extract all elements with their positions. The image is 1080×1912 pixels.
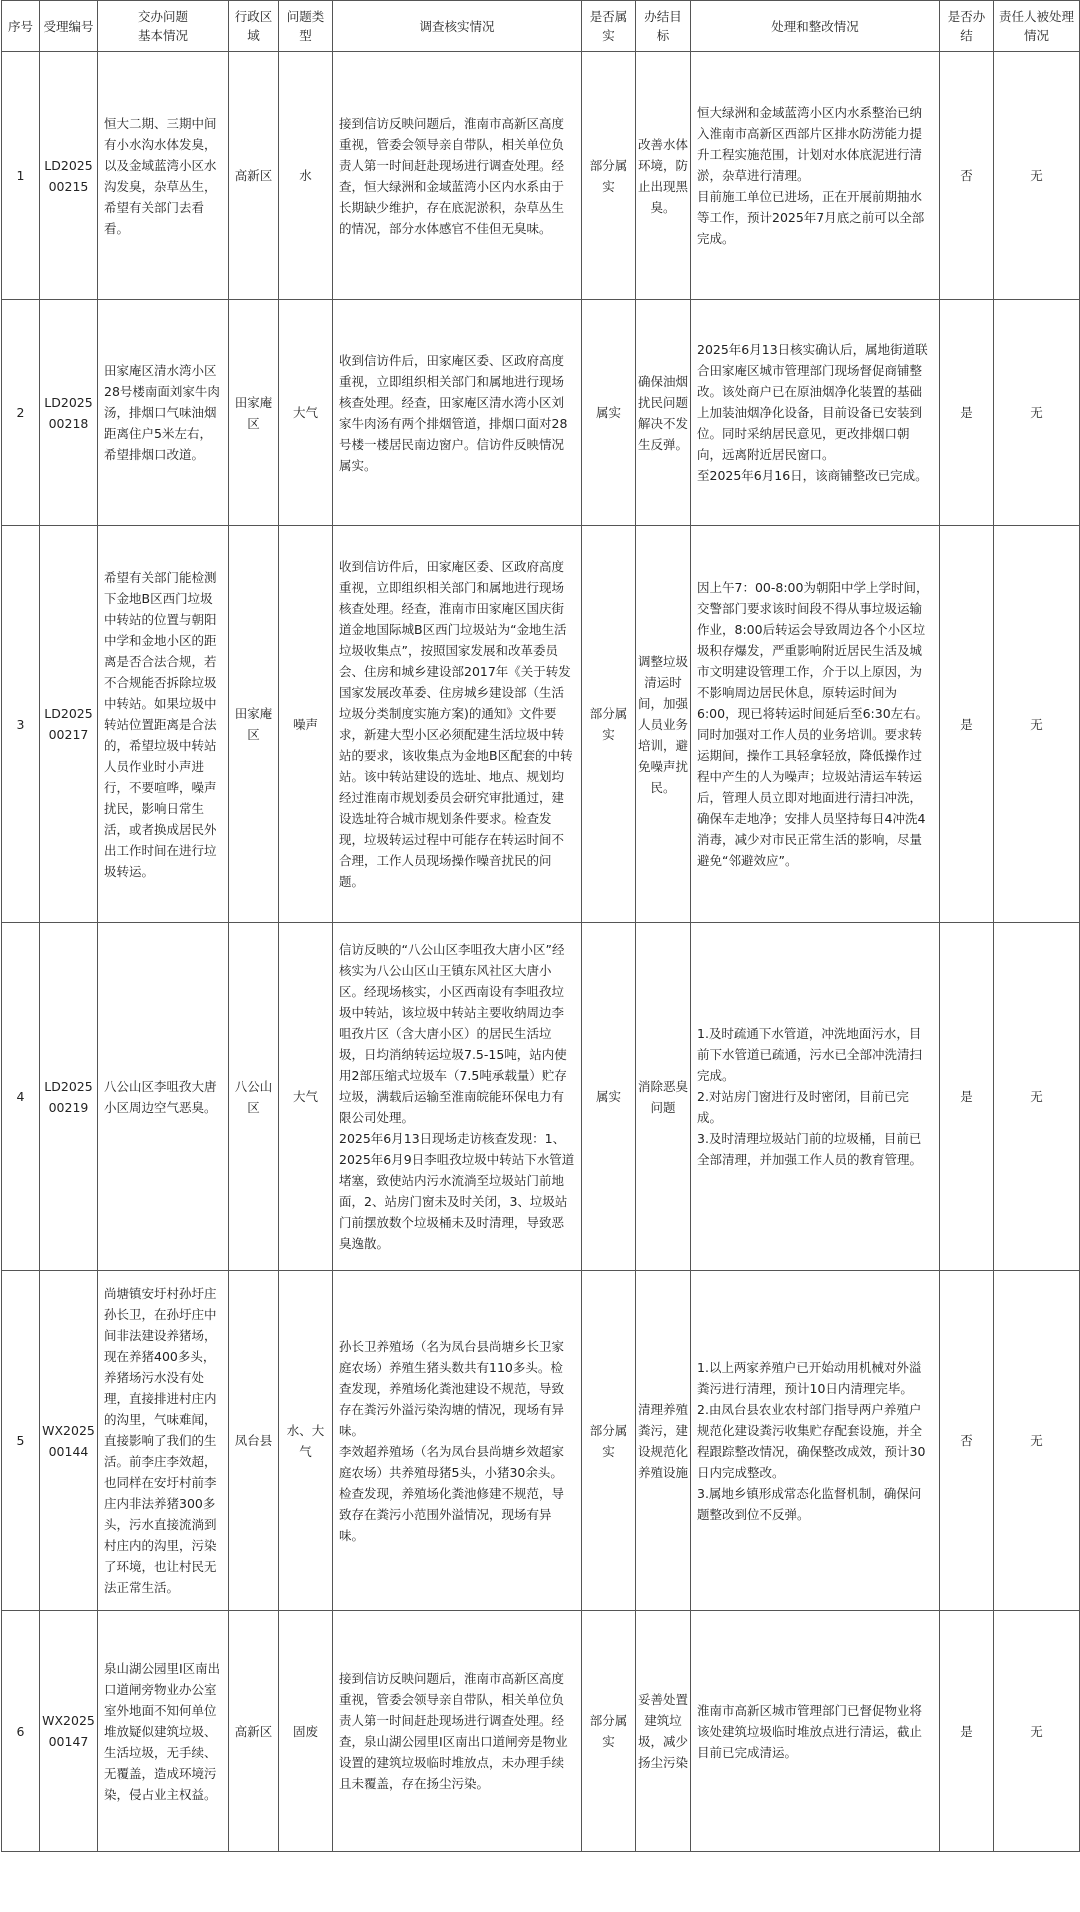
cell-region: 高新区	[229, 1611, 279, 1852]
cell-region: 田家庵区	[229, 300, 279, 526]
cell-investigation: 孙长卫养殖场（名为凤台县尚塘乡长卫家庭农场）养殖生猪头数共有110多头。检查发现，养殖场化粪池建设不规范，导致存在粪污外溢污染沟塘的情况，现场有异味。 李效超养殖场（名为凤台县尚塘乡效超家庭农场）共养殖母猪5头，小猪30余头。检查发现，养殖场化粪池修建不规范，导致存在粪污小范围外溢情况，现场有异味。	[333, 1271, 582, 1611]
cell-person: 无	[994, 526, 1080, 923]
table-row	[2, 923, 1080, 1271]
header-cell-type: 问题类型	[279, 1, 333, 52]
cell-region: 八公山区	[229, 923, 279, 1271]
cell-issue: 恒大二期、三期中间有小水沟水体发臭，以及金域蓝湾小区水沟发臭，杂草丛生，希望有关部门去看看。	[98, 52, 229, 300]
header-row	[2, 1, 1080, 52]
cell-issue: 田家庵区清水湾小区28号楼南面刘家牛肉汤，排烟口气味油烟距离住户5米左右，希望排烟口改道。	[98, 300, 229, 526]
cell-issue: 八公山区李咀孜大唐小区周边空气恶臭。	[98, 923, 229, 1271]
cell-true: 部分属实	[582, 52, 636, 300]
header-cell-done: 是否办结	[940, 1, 994, 52]
cell-goal: 改善水体环境，防止出现黑臭。	[636, 52, 691, 300]
header-cell-person: 责任人被处理情况	[994, 1, 1080, 52]
cell-issue: 尚塘镇安圩村孙圩庄孙长卫，在孙圩庄中间非法建设养猪场，现在养猪400多头，养猪场污水没有处理，直接排进村庄内的沟里，气味难闻，直接影响了我们的生活。前李庄李效超，也同样在安圩村前李庄内非法养猪300多头，污水直接流淌到村庄内的沟里，污染了环境，也让村民无法正常生活。	[98, 1271, 229, 1611]
cell-investigation: 接到信访反映问题后，淮南市高新区高度重视，管委会领导亲自带队，相关单位负责人第一时间赶赴现场进行调查处理。经查，恒大绿洲和金域蓝湾小区内水系由于长期缺少维护，存在底泥淤积，杂草丛生的情况，部分水体感官不佳但无臭味。	[333, 52, 582, 300]
cell-type: 大气	[279, 300, 333, 526]
cell-type: 大气	[279, 923, 333, 1271]
cell-issue: 希望有关部门能检测下金地B区西门垃圾中转站的位置与朝阳中学和金地小区的距离是否合法合规，若不合规能否拆除垃圾中转站。如果垃圾中转站位置距离是合法的，希望垃圾中转站人员作业时小声进行，不要喧哗，噪声扰民，影响日常生活，或者换成居民外出工作时间在进行垃圾转运。	[98, 526, 229, 923]
cell-no: 5	[2, 1271, 40, 1611]
cell-person: 无	[994, 1611, 1080, 1852]
cell-person: 无	[994, 300, 1080, 526]
cell-code: LD202500218	[40, 300, 98, 526]
cell-true: 属实	[582, 300, 636, 526]
cell-done: 否	[940, 1271, 994, 1611]
header-cell-investigation: 调查核实情况	[333, 1, 582, 52]
cell-region: 凤台县	[229, 1271, 279, 1611]
header-cell-goal: 办结目标	[636, 1, 691, 52]
cell-goal: 妥善处置建筑垃圾，减少扬尘污染	[636, 1611, 691, 1852]
header-cell-true: 是否属实	[582, 1, 636, 52]
header-cell-code: 受理编号	[40, 1, 98, 52]
header-cell-no: 序号	[2, 1, 40, 52]
cell-code: WX202500147	[40, 1611, 98, 1852]
cell-no: 2	[2, 300, 40, 526]
table-row	[2, 1271, 1080, 1611]
complaint-table	[1, 0, 1080, 1852]
table-row	[2, 52, 1080, 300]
table-row	[2, 526, 1080, 923]
header-cell-issue: 交办问题 基本情况	[98, 1, 229, 52]
cell-goal: 调整垃圾清运时间，加强人员业务培训，避免噪声扰民。	[636, 526, 691, 923]
cell-done: 否	[940, 52, 994, 300]
cell-handling: 1.及时疏通下水管道，冲洗地面污水，目前下水管道已疏通，污水已全部冲洗清扫完成。 2.对站房门窗进行及时密闭，目前已完成。 3.及时清理垃圾站门前的垃圾桶，目前已全部清理，并加强工作人员的教育管理。	[691, 923, 940, 1271]
cell-handling: 1.以上两家养殖户已开始动用机械对外溢粪污进行清理，预计10日内清理完毕。 2.由凤台县农业农村部门指导两户养殖户规范化建设粪污收集贮存配套设施，并全程跟踪整改情况，确保整改成效，预计30日内完成整改。 3.属地乡镇形成常态化监督机制，确保问题整改到位不反弹。	[691, 1271, 940, 1611]
cell-goal: 确保油烟扰民问题解决不发生反弹。	[636, 300, 691, 526]
cell-done: 是	[940, 300, 994, 526]
cell-issue: 泉山湖公园里I区南出口道闸旁物业办公室室外地面不知何单位堆放疑似建筑垃圾、生活垃圾，无手续、无覆盖，造成环境污染，侵占业主权益。	[98, 1611, 229, 1852]
cell-type: 水	[279, 52, 333, 300]
cell-handling: 2025年6月13日核实确认后，属地街道联合田家庵区城市管理部门现场督促商铺整改。该处商户已在原油烟净化装置的基础上加装油烟净化设备，目前设备已安装到位。同时采纳居民意见，更改排烟口朝向，远离附近居民窗口。 至2025年6月16日，该商铺整改已完成。	[691, 300, 940, 526]
cell-person: 无	[994, 1271, 1080, 1611]
cell-investigation: 信访反映的“八公山区李咀孜大唐小区”经核实为八公山区山王镇东风社区大唐小区。经现场核实，小区西南设有李咀孜垃圾中转站，该垃圾中转站主要收纳周边李咀孜片区（含大唐小区）的居民生活垃圾，日均消纳转运垃圾7.5-15吨，站内使用2部压缩式垃圾车（7.5吨承载量）贮存垃圾，满载后运输至淮南皖能环保电力有限公司处理。 2025年6月13日现场走访核查发现：1、2025年6月9日李咀孜垃圾中转站下水管道堵塞，致使站内污水流淌至垃圾站门前地面，2、站房门窗未及时关闭，3、垃圾站门前摆放数个垃圾桶未及时清理，导致恶臭逸散。	[333, 923, 582, 1271]
cell-person: 无	[994, 52, 1080, 300]
cell-type: 水、大气	[279, 1271, 333, 1611]
cell-code: LD202500219	[40, 923, 98, 1271]
cell-handling: 恒大绿洲和金域蓝湾小区内水系整治已纳入淮南市高新区西部片区排水防涝能力提升工程实施范围，计划对水体底泥进行清淤，杂草进行清理。 目前施工单位已进场，正在开展前期抽水等工作，预计2025年7月底之前可以全部完成。	[691, 52, 940, 300]
cell-done: 是	[940, 923, 994, 1271]
cell-no: 6	[2, 1611, 40, 1852]
table-row	[2, 1611, 1080, 1852]
cell-handling: 因上午7：00-8:00为朝阳中学上学时间，交警部门要求该时间段不得从事垃圾运输作业，8:00后转运会导致周边各个小区垃圾积存爆发，严重影响附近居民生活及城市文明建设管理工作，介于以上原因，为不影响周边居民休息，原转运时间为6:00，现已将转运时间延后至6:30左右。 同时加强对工作人员的业务培训。要求转运期间，操作工具轻拿轻放，降低操作过程中产生的人为噪声；垃圾站清运车转运后，管理人员立即对地面进行清扫冲洗，确保车走地净；安排人员坚持每日4冲洗4消毒，减少对市民正常生活的影响，尽量避免“邻避效应”。	[691, 526, 940, 923]
cell-code: LD202500215	[40, 52, 98, 300]
cell-goal: 消除恶臭问题	[636, 923, 691, 1271]
cell-true: 部分属实	[582, 1271, 636, 1611]
cell-no: 4	[2, 923, 40, 1271]
header-cell-handling: 处理和整改情况	[691, 1, 940, 52]
cell-handling: 淮南市高新区城市管理部门已督促物业将该处建筑垃圾临时堆放点进行清运，截止目前已完成清运。	[691, 1611, 940, 1852]
cell-investigation: 收到信访件后，田家庵区委、区政府高度重视，立即组织相关部门和属地进行现场核查处理。经查，淮南市田家庵区国庆街道金地国际城B区西门垃圾站为“金地生活垃圾收集点”，按照国家发展和改革委员会、住房和城乡建设部2017年《关于转发国家发展改革委、住房城乡建设部（生活垃圾分类制度实施方案)的通知》文件要求，新建大型小区必须配建生活垃圾中转站的要求，该收集点为金地B区配套的中转站。该中转站建设的选址、地点、规划均经过淮南市规划委员会研究审批通过，建设选址符合城市规划条件要求。检查发现，垃圾转运过程中可能存在转运时间不合理，工作人员现场操作噪音扰民的问题。	[333, 526, 582, 923]
cell-region: 高新区	[229, 52, 279, 300]
cell-done: 是	[940, 1611, 994, 1852]
cell-no: 3	[2, 526, 40, 923]
header-cell-region: 行政区域	[229, 1, 279, 52]
cell-true: 部分属实	[582, 526, 636, 923]
cell-investigation: 收到信访件后，田家庵区委、区政府高度重视，立即组织相关部门和属地进行现场核查处理。经查，田家庵区清水湾小区刘家牛肉汤有两个排烟管道，排烟口面对28号楼一楼居民南边窗户。信访件反映情况属实。	[333, 300, 582, 526]
cell-investigation: 接到信访反映问题后，淮南市高新区高度重视，管委会领导亲自带队，相关单位负责人第一时间赶赴现场进行调查处理。经查，泉山湖公园里I区南出口道闸旁是物业设置的建筑垃圾临时堆放点，未办理手续且未覆盖，存在扬尘污染。	[333, 1611, 582, 1852]
cell-no: 1	[2, 52, 40, 300]
cell-done: 是	[940, 526, 994, 923]
cell-person: 无	[994, 923, 1080, 1271]
cell-true: 部分属实	[582, 1611, 636, 1852]
cell-true: 属实	[582, 923, 636, 1271]
cell-code: WX202500144	[40, 1271, 98, 1611]
cell-type: 固废	[279, 1611, 333, 1852]
cell-code: LD202500217	[40, 526, 98, 923]
cell-region: 田家庵区	[229, 526, 279, 923]
cell-type: 噪声	[279, 526, 333, 923]
table-row	[2, 300, 1080, 526]
cell-goal: 清理养殖粪污，建设规范化养殖设施	[636, 1271, 691, 1611]
